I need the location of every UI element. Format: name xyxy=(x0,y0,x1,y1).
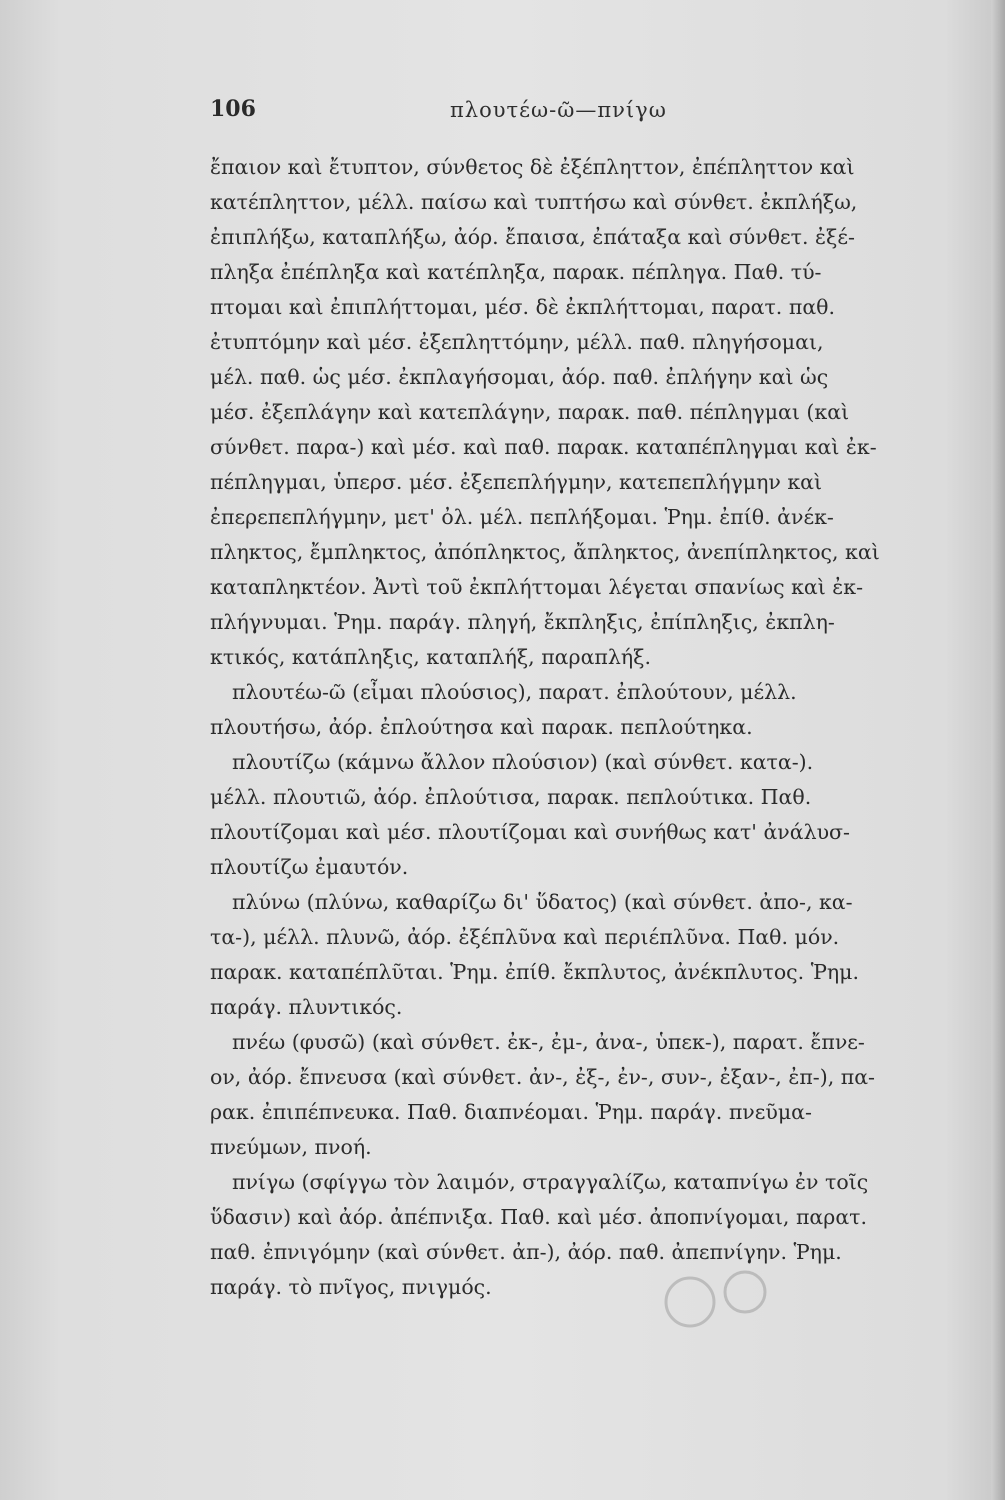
text-line: κτικός, κατάπληξις, καταπλήξ, παραπλήξ. xyxy=(210,645,651,669)
entry-headword-line: πλουτίζω (κάμνω ἄλλον πλούσιον) (καὶ σύνθετ. κατα-). xyxy=(232,750,814,774)
dictionary-body xyxy=(210,150,990,1305)
text-line: μέλ. παθ. ὡς μέσ. ἐκπλαγήσομαι, ἀόρ. παθ. ἐπλήγην καὶ ὡς xyxy=(210,365,829,389)
entry-headword-line: πνέω (φυσῶ) (καὶ σύνθετ. ἐκ-, ἐμ-, ἀνα-, ὑπεκ-), παρατ. ἔπνε- xyxy=(232,1030,865,1054)
entry-headword-line: πνίγω (σφίγγω τὸν λαιμόν, στραγγαλίζω, καταπνίγω ἐν τοῖς xyxy=(232,1170,869,1194)
faded-stamp-mark xyxy=(660,1262,780,1342)
text-line: πληξα ἐπέπληξα καὶ κατέπληξα, παρακ. πέπληγα. Παθ. τύ- xyxy=(210,260,822,284)
text-line: ἐπιπλήξω, καταπλήξω, ἀόρ. ἔπαισα, ἐπάταξα καὶ σύνθετ. ἐξέ- xyxy=(210,225,855,249)
entry-headword-line: πλουτέω-ῶ (εἶμαι πλούσιος), παρατ. ἐπλούτουν, μέλλ. xyxy=(232,680,797,704)
text-line: παρακ. καταπέπλῦται. Ῥημ. ἐπίθ. ἔκπλυτος, ἀνέκπλυτος. Ῥημ. xyxy=(210,960,860,984)
entry-headword-line: πλύνω (πλύνω, καθαρίζω δι' ὕδατος) (καὶ σύνθετ. ἀπο-, κα- xyxy=(232,890,853,914)
text-line: ὕδασιν) καὶ ἀόρ. ἀπέπνιξα. Παθ. καὶ μέσ. ἀποπνίγομαι, παρατ. xyxy=(210,1205,868,1229)
text-line: πλουτίζομαι καὶ μέσ. πλουτίζομαι καὶ συνήθως κατ' ἀνάλυσ- xyxy=(210,820,850,844)
text-line: σύνθετ. παρα-) καὶ μέσ. καὶ παθ. παρακ. καταπέπληγμαι καὶ ἐκ- xyxy=(210,435,877,459)
text-line: παράγ. πλυντικός. xyxy=(210,995,403,1019)
text-line: πτομαι καὶ ἐπιπλήττομαι, μέσ. δὲ ἐκπλήττομαι, παρατ. παθ. xyxy=(210,295,836,319)
text-line: ἐπερεπεπλήγμην, μετ' ὀλ. μέλ. πεπλήξομαι. Ῥημ. ἐπίθ. ἀνέκ- xyxy=(210,505,834,529)
text-line: ἐτυπτόμην καὶ μέσ. ἐξεπληττόμην, μέλλ. παθ. πληγήσομαι, xyxy=(210,330,824,354)
text-line: πλουτίζω ἐμαυτόν. xyxy=(210,855,409,879)
text-line: ἔπαιον καὶ ἔτυπτον, σύνθετος δὲ ἐξέπληττον, ἐπέπληττον καὶ xyxy=(210,155,855,179)
text-line: πλήγνυμαι. Ῥημ. παράγ. πληγή, ἔκπληξις, ἐπίπληξις, ἐκπλη- xyxy=(210,610,835,634)
page-edge xyxy=(991,0,1005,1500)
page-number: 106 xyxy=(210,96,256,122)
text-line: παθ. ἐπνιγόμην (καὶ σύνθετ. ἀπ-), ἀόρ. παθ. ἀπεπνίγην. Ῥημ. xyxy=(210,1240,842,1264)
text-line: ρακ. ἐπιπέπνευκα. Παθ. διαπνέομαι. Ῥημ. παράγ. πνεῦμα- xyxy=(210,1100,812,1124)
text-line: μέσ. ἐξεπλάγην καὶ κατεπλάγην, παρακ. παθ. πέπληγμαι (καὶ xyxy=(210,400,850,424)
text-line: καταπληκτέον. Ἀντὶ τοῦ ἐκπλήττομαι λέγεται σπανίως καὶ ἐκ- xyxy=(210,575,864,599)
running-head: πλουτέω-ῶ—πνίγω xyxy=(450,98,667,122)
text-line: κατέπληττον, μέλλ. παίσω καὶ τυπτήσω καὶ σύνθετ. ἐκπλήξω, xyxy=(210,190,858,214)
text-line: τα-), μέλλ. πλυνῶ, ἀόρ. ἐξέπλῦνα καὶ περιέπλῦνα. Παθ. μόν. xyxy=(210,925,840,949)
text-line: πληκτος, ἔμπληκτος, ἀπόπληκτος, ἄπληκτος, ἀνεπίπληκτος, καὶ xyxy=(210,540,880,564)
text-line: μέλλ. πλουτιῶ, ἀόρ. ἐπλούτισα, παρακ. πεπλούτικα. Παθ. xyxy=(210,785,812,809)
page-header xyxy=(210,96,830,130)
text-line: πνεύμων, πνοή. xyxy=(210,1135,372,1159)
text-line: παράγ. τὸ πνῖγος, πνιγμός. xyxy=(210,1275,492,1299)
text-line: πέπληγμαι, ὑπερσ. μέσ. ἐξεπεπλήγμην, κατεπεπλήγμην καὶ xyxy=(210,470,823,494)
text-line: ον, ἀόρ. ἔπνευσα (καὶ σύνθετ. ἀν-, ἐξ-, ἐν-, συν-, ἐξαν-, ἐπ-), πα- xyxy=(210,1065,875,1089)
text-line: πλουτήσω, ἀόρ. ἐπλούτησα καὶ παρακ. πεπλούτηκα. xyxy=(210,715,753,739)
